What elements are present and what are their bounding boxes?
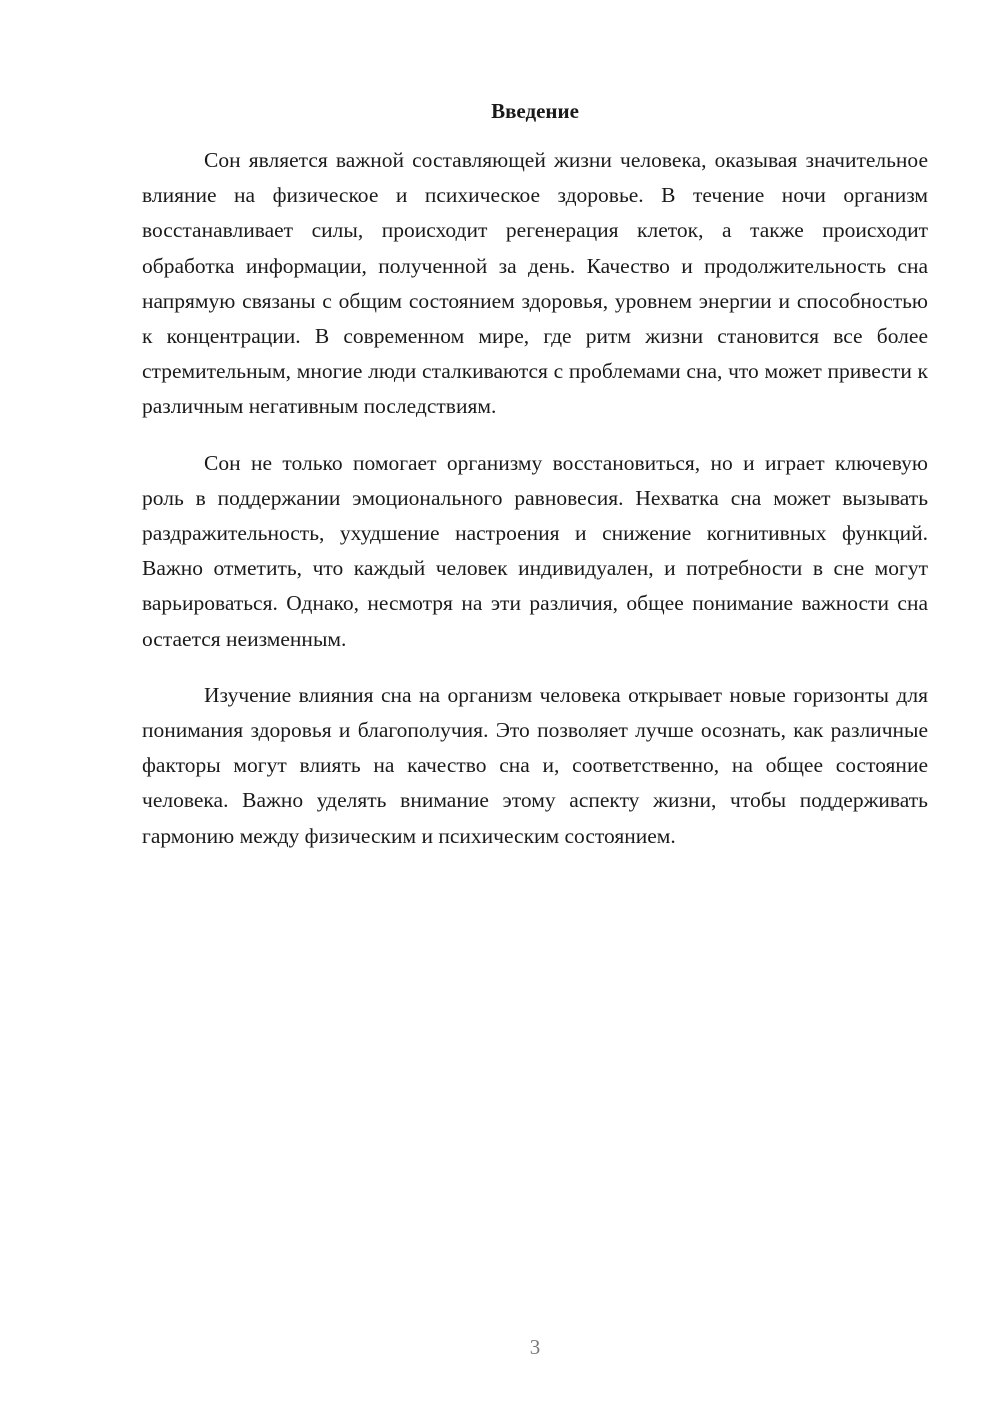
page-title: Введение — [491, 99, 579, 123]
page-number: 3 — [529, 1335, 541, 1359]
paragraph-2: Сон не только помогает организму восстановиться, но и играет ключевую роль в поддержании эмоционального равновесия. Нехватка сна может вызывать раздражительность, ухудшение настроения и снижение когнитивных функций. Важно отметить, что каждый человек индивидуален, и потребности в сне могут варьироваться. Однако, несмотря на эти различия, общее понимание важности сна остается неизменным. — [142, 450, 928, 651]
paragraph-1: Сон является важной составляющей жизни человека, оказывая значительное влияние на физическое и психическое здоровье. В течение ночи организм восстанавливает силы, происходит регенерация клеток, а также происходит обработка информации, полученной за день. Качество и продолжительность сна напрямую связаны с общим состоянием здоровья, уровнем энергии и способностью к концентрации. В современном мире, где ритм жизни становится все более стремительным, многие люди сталкиваются с проблемами сна, что может привести к различным негативным последствиям. — [142, 148, 928, 419]
paragraph-3: Изучение влияния сна на организм человека открывает новые горизонты для понимания здоровья и благополучия. Это позволяет лучше осознать, как различные факторы могут влиять на качество сна и, соответственно, на общее состояние человека. Важно уделять внимание этому аспекту жизни, чтобы поддерживать гармонию между физическим и психическим состоянием. — [142, 682, 928, 848]
body-text — [142, 143, 928, 875]
